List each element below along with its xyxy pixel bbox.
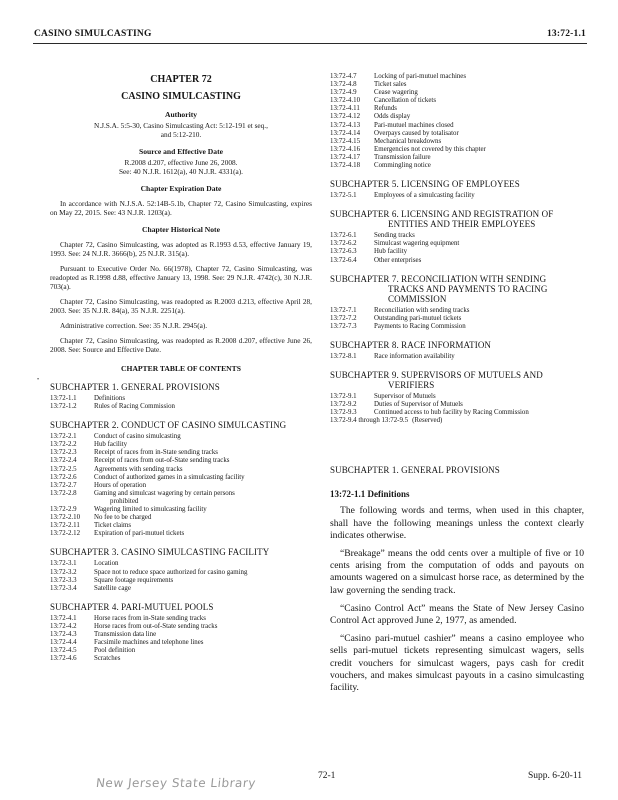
- section-number: 13:72-9.1: [330, 392, 357, 400]
- section-number: 13:72-9.2: [330, 401, 357, 409]
- section-title: No fee to be charged: [94, 514, 152, 522]
- toc-entry: [330, 122, 584, 130]
- section-number: 13:72-4.13: [330, 121, 361, 129]
- section-number: 13:72-9.3: [330, 409, 357, 417]
- section-title: Refunds: [374, 105, 397, 113]
- section-number: 13:72-4.1: [50, 614, 77, 622]
- section-number: 13:72-6.3: [330, 248, 357, 256]
- section-title: Space not to reduce space authorized for casino gaming: [94, 568, 248, 576]
- section-title: Sending tracks: [374, 232, 415, 240]
- toc-entry: [50, 441, 312, 449]
- toc-entry: [330, 113, 584, 121]
- supplement-date: Supp. 6-20-11: [527, 771, 582, 781]
- body-paragraph: The following words and terms, when used in this chapter, shall have the following meanings unless the context clearly indicates otherwise.: [330, 505, 584, 541]
- toc-entry: [330, 154, 584, 162]
- subchapter-heading: [50, 420, 312, 430]
- section-title: Hub facility: [94, 441, 128, 449]
- page-number: 72-1: [318, 771, 336, 781]
- section-number: 13:72-4.15: [330, 137, 361, 145]
- section-title: Other enterprises: [374, 256, 422, 264]
- subchapter-title: SUBCHAPTER 1. GENERAL PROVISIONS: [50, 382, 220, 392]
- chapter-number: CHAPTER 72: [150, 74, 212, 85]
- section-title: Ticket sales: [374, 81, 407, 89]
- toc-entry: [330, 417, 584, 425]
- section-number: 13:72-4.2: [50, 622, 77, 630]
- authority-text: N.J.S.A. 5:5-30, Casino Simulcasting Act: 5:12-191 et seq., and 5:12-210.: [94, 121, 268, 139]
- subchapter-heading: [50, 382, 312, 392]
- section-number: 13:72-2.9: [50, 506, 77, 514]
- authority-heading: Authority: [164, 110, 198, 119]
- section-number: 13:72-5.1: [330, 192, 357, 200]
- toc-entry: [330, 162, 584, 170]
- toc-entry: [50, 506, 312, 514]
- toc-entry: [50, 615, 312, 623]
- header-rule: [33, 43, 587, 44]
- section-number: 13:72-3.3: [50, 576, 77, 584]
- toc-entry: [330, 81, 584, 89]
- section-number: 13:72-2.8: [50, 489, 77, 497]
- toc-entry: [330, 192, 584, 200]
- section-title: Conduct of authorized games in a simulcasting facility: [94, 473, 245, 481]
- section-number: 13:72-2.2: [50, 441, 77, 449]
- subchapter-heading: [330, 274, 584, 304]
- section-title: Pari-mutuel machines closed: [374, 121, 454, 129]
- toc-entry: [330, 146, 584, 154]
- toc-list: [330, 353, 584, 361]
- section-number: 13:72-7.3: [330, 322, 357, 330]
- section-number: 13:72-4.16: [330, 145, 361, 153]
- right-column: [330, 73, 584, 694]
- expiration-text: In accordance with N.J.S.A. 52:14B-5.1b, Chapter 72, Casino Simulcasting, expires on May 22, 2015. See: 43 N.J.R. 1203(a).: [50, 199, 312, 217]
- toc-entry: [330, 97, 584, 105]
- historical-note-paragraph: Administrative correction. See: 35 N.J.R. 2945(a).: [60, 321, 208, 330]
- subchapter-title: SUBCHAPTER 4. PARI-MUTUEL POOLS: [50, 601, 214, 612]
- section-number: 13:72-6.1: [330, 232, 357, 240]
- subchapter-title: SUBCHAPTER 9. SUPERVISORS OF MUTUELS AND: [330, 369, 543, 380]
- historical-note-paragraph: Chapter 72, Casino Simulcasting, was readopted as R.2003 d.213, effective April 28, 2003. See: 35 N.J.R. 84(a), 35 N.J.R. 2251(a).: [50, 297, 312, 315]
- section-title: Reconciliation with sending tracks: [374, 306, 470, 314]
- toc-entry: [50, 522, 312, 530]
- section-number: 13:72-4.4: [50, 639, 77, 647]
- historical-note-paragraph: Pursuant to Executive Order No. 66(1978), Chapter 72, Casino Simulcasting, was readopted as R.1998 d.88, effective January 13, 1998. See: 29 N.J.R. 4742(c), 30 N.J.R. 703(a).: [50, 264, 312, 291]
- toc-entry: [50, 585, 312, 593]
- section-title: Odds display: [374, 113, 411, 121]
- section-number: 13:72-4.18: [330, 162, 361, 170]
- section-number: 13:72-7.1: [330, 306, 357, 314]
- section-title: Location: [94, 560, 119, 568]
- subchapter-heading: [330, 340, 584, 350]
- section-number: 13:72-6.2: [330, 240, 357, 248]
- section-title: Simulcast wagering equipment: [374, 240, 460, 248]
- section-number: 13:72-4.9: [330, 89, 357, 97]
- source-heading: Source and Effective Date: [138, 147, 223, 156]
- section-number: 13:72-1.1: [50, 395, 77, 402]
- section-title: Hours of operation: [94, 481, 147, 489]
- toc-entry: [50, 466, 312, 474]
- toc-entry: [50, 530, 312, 538]
- section-title: Emergencies not covered by this chapter: [374, 145, 486, 153]
- section-number: 13:72-4.5: [50, 647, 77, 655]
- definition-casino-pari-mutuel-cashier: “Casino pari-mutuel cashier” means a casino employee who sells pari-mutuel tickets representing simulcast wagers, sells credit vouchers for simulcast wagers, pays cash for credit vouchers, and makes simulcast payouts in a casino simulcasting facility.: [330, 633, 584, 693]
- toc-entry: [50, 403, 312, 411]
- toc-list: [330, 192, 584, 200]
- toc-list: [330, 232, 584, 264]
- toc-entry: [50, 631, 312, 639]
- toc-entry: [330, 323, 584, 331]
- toc-entry: [330, 315, 584, 323]
- expiration-heading: Chapter Expiration Date: [140, 184, 222, 193]
- toc-entry: [50, 577, 312, 585]
- toc-entry: [330, 73, 584, 81]
- toc-entry: [50, 655, 312, 663]
- toc-list: [50, 615, 312, 664]
- subchapter-title: SUBCHAPTER 6. LICENSING AND REGISTRATION OF: [330, 209, 554, 220]
- section-title: Employees of a simulcasting facility: [374, 192, 475, 200]
- toc-list: [330, 393, 584, 425]
- section-title: Definitions: [94, 395, 126, 402]
- toc-entry: [50, 569, 312, 577]
- subchapter-title: SUBCHAPTER 2. CONDUCT OF CASINO SIMULCASTING: [50, 420, 287, 431]
- toc-entry: [50, 395, 312, 403]
- definition-breakage: “Breakage” means the odd cents over a multiple of five or 10 cents arising from the computation of odds and payouts on amounts wagered on a simulcast horse race, as determined by the law governing the sending track.: [330, 547, 584, 596]
- source-text: R.2008 d.207, effective June 26, 2008. See: 40 N.J.R. 1612(a), 40 N.J.R. 4331(a).: [118, 158, 244, 176]
- section-number: 13:72-6.4: [330, 256, 357, 264]
- section-title: Receipt of races from in-State sending tracks: [94, 449, 218, 457]
- toc-entry: [330, 130, 584, 138]
- section-number: 13:72-2.10: [50, 514, 81, 522]
- running-header: [34, 29, 586, 39]
- subchapter-heading: [330, 179, 584, 189]
- section-title: Duties of Supervisor of Mutuels: [374, 401, 463, 409]
- section-title: Conduct of casino simulcasting: [94, 433, 181, 441]
- section-number: 13:72-4.14: [330, 129, 361, 137]
- section-title: Satellite cage: [94, 584, 131, 592]
- toc-entry: [50, 623, 312, 631]
- toc-list: [50, 395, 312, 411]
- section-title: Horse races from out-of-State sending tracks: [94, 622, 218, 630]
- section-number: 13:72-2.1: [50, 433, 77, 441]
- subchapter-title-continued: TRACKS AND PAYMENTS TO RACING COMMISSION: [388, 283, 548, 304]
- section-number: 13:72-2.11: [50, 522, 80, 530]
- subchapter-title-continued: ENTITIES AND THEIR EMPLOYEES: [388, 219, 536, 230]
- section-title: Agreements with sending tracks: [94, 465, 183, 473]
- toc-entry: [50, 514, 312, 522]
- subchapter-heading: [50, 602, 312, 612]
- section-number: 13:72-3.4: [50, 584, 77, 592]
- section-number: 13:72-4.8: [330, 81, 357, 89]
- section-number: 13:72-4.17: [330, 153, 361, 161]
- section-title: Horse races from in-State sending tracks: [94, 614, 206, 622]
- definitions-section-heading: 13:72-1.1 Definitions: [330, 489, 410, 500]
- header-section-number: 13:72-1.1: [546, 29, 586, 39]
- section-number: 13:72-2.4: [50, 457, 77, 465]
- section-title: Continued access to hub facility by Racing Commission: [374, 409, 529, 417]
- toc-entry: [330, 257, 584, 265]
- section-title: Ticket claims: [94, 522, 132, 530]
- section-title: Commingling notice: [374, 162, 431, 170]
- section-number: 13:72-3.2: [50, 568, 77, 576]
- section-title: Facsimile machines and telephone lines: [94, 639, 204, 647]
- section-number: 13:72-4.11: [330, 105, 360, 113]
- section-title: Hub facility: [374, 248, 408, 256]
- toc-entry: [50, 482, 312, 490]
- section-title: Transmission data line: [94, 630, 157, 638]
- section-title: Payments to Racing Commission: [374, 322, 466, 330]
- section-title-continued: prohibited: [110, 497, 139, 505]
- section-title: Rules of Racing Commission: [94, 403, 175, 411]
- toc-entry: [330, 240, 584, 248]
- subchapter-title: SUBCHAPTER 3. CASINO SIMULCASTING FACILITY: [50, 547, 270, 558]
- library-watermark: New Jersey State Library: [95, 776, 257, 790]
- subchapter-title: SUBCHAPTER 8. RACE INFORMATION: [330, 339, 492, 350]
- section-title: Wagering limited to simulcasting facility: [94, 506, 207, 514]
- section-title: Outstanding pari-mutuel tickets: [374, 314, 462, 322]
- toc-continuation: [330, 73, 584, 170]
- section-title: Scratches: [94, 655, 121, 663]
- historical-note-heading: Chapter Historical Note: [142, 225, 220, 234]
- toc-list: [330, 307, 584, 331]
- toc-entry: [330, 248, 584, 256]
- subchapter-heading: [330, 209, 584, 229]
- table-of-contents-left: [50, 382, 312, 663]
- section-number: 13:72-2.12: [50, 530, 81, 538]
- subchapter-title-continued: VERIFIERS: [388, 379, 435, 390]
- section-number: 13:72-2.7: [50, 481, 77, 489]
- toc-entry: [50, 433, 312, 441]
- section-title: Transmission failure: [374, 153, 431, 161]
- toc-entry: [50, 639, 312, 647]
- historical-note-paragraph: Chapter 72, Casino Simulcasting, was readopted as R.2008 d.207, effective June 26, 2008. See: Source and Effective Date.: [50, 336, 312, 354]
- section-number: 13:72-2.3: [50, 449, 77, 457]
- toc-entry: [50, 449, 312, 457]
- toc-entry: [330, 393, 584, 401]
- body-subchapter-heading: SUBCHAPTER 1. GENERAL PROVISIONS: [330, 465, 500, 476]
- section-title: Mechanical breakdowns: [374, 137, 442, 145]
- toc-entry: [330, 353, 584, 361]
- section-title: Square footage requirements: [94, 576, 174, 584]
- subchapter-heading: [50, 547, 312, 557]
- section-title: Locking of pari-mutuel machines: [374, 73, 467, 80]
- subchapter-heading: [330, 370, 584, 390]
- section-number: 13:72-4.7: [330, 73, 357, 80]
- toc-entry: [330, 401, 584, 409]
- left-column: [50, 72, 312, 663]
- section-number: 13:72-2.6: [50, 473, 77, 481]
- toc-entry: [330, 232, 584, 240]
- section-number: 13:72-2.5: [50, 465, 77, 473]
- section-number: 13:72-7.2: [330, 314, 357, 322]
- section-number: 13:72-3.1: [50, 560, 77, 568]
- section-title: Race information availability: [374, 352, 455, 360]
- subchapter-title: SUBCHAPTER 7. RECONCILIATION WITH SENDING: [330, 273, 547, 284]
- toc-entry: [50, 474, 312, 482]
- toc-list: [50, 560, 312, 592]
- toc-list: [50, 433, 312, 538]
- section-title: (Reserved): [412, 417, 443, 425]
- header-title: CASINO SIMULCASTING: [34, 29, 152, 39]
- toc-entry: [50, 490, 312, 498]
- section-number: 13:72-4.6: [50, 655, 77, 663]
- toc-entry: [330, 138, 584, 146]
- chapter-title: CASINO SIMULCASTING: [121, 91, 241, 102]
- toc-entry: [50, 560, 312, 568]
- toc-entry: [330, 307, 584, 315]
- section-number: 13:72-4.12: [330, 113, 361, 121]
- historical-note-paragraph: Chapter 72, Casino Simulcasting, was adopted as R.1993 d.53, effective January 19, 1993. See: 24 N.J.R. 3666(b), 25 N.J.R. 315(a).: [50, 240, 312, 258]
- section-number: 13:72-1.2: [50, 403, 77, 411]
- section-title: Pool definition: [94, 647, 136, 655]
- section-number: 13:72-4.3: [50, 630, 77, 638]
- toc-entry: [330, 89, 584, 97]
- section-title: Expiration of pari-mutuel tickets: [94, 530, 185, 538]
- table-of-contents-right: [330, 179, 584, 425]
- section-number: 13:72-9.4 through 13:72-9.5: [330, 417, 409, 425]
- section-title: Gaming and simulcast wagering by certain persons: [94, 489, 235, 497]
- toc-entry: [330, 105, 584, 113]
- section-number: 13:72-8.1: [330, 352, 357, 360]
- section-title: Supervisor of Mutuels: [374, 392, 436, 400]
- section-title: Cease wagering: [374, 89, 418, 97]
- toc-entry: [50, 457, 312, 465]
- section-title: Cancellation of tickets: [374, 97, 436, 105]
- section-number: 13:72-4.10: [330, 97, 361, 105]
- toc-entry: [330, 409, 584, 417]
- definition-casino-control-act: “Casino Control Act” means the State of New Jersey Casino Control Act approved June 2, 1977, as amended.: [330, 602, 584, 626]
- margin-mark: •: [37, 377, 40, 383]
- toc-heading: CHAPTER TABLE OF CONTENTS: [121, 364, 241, 373]
- subchapter-title: SUBCHAPTER 5. LICENSING OF EMPLOYEES: [330, 179, 520, 190]
- section-title: Receipt of races from out-of-State sending tracks: [94, 457, 230, 465]
- toc-entry: [50, 647, 312, 655]
- section-title: Overpays caused by totalisator: [374, 129, 459, 137]
